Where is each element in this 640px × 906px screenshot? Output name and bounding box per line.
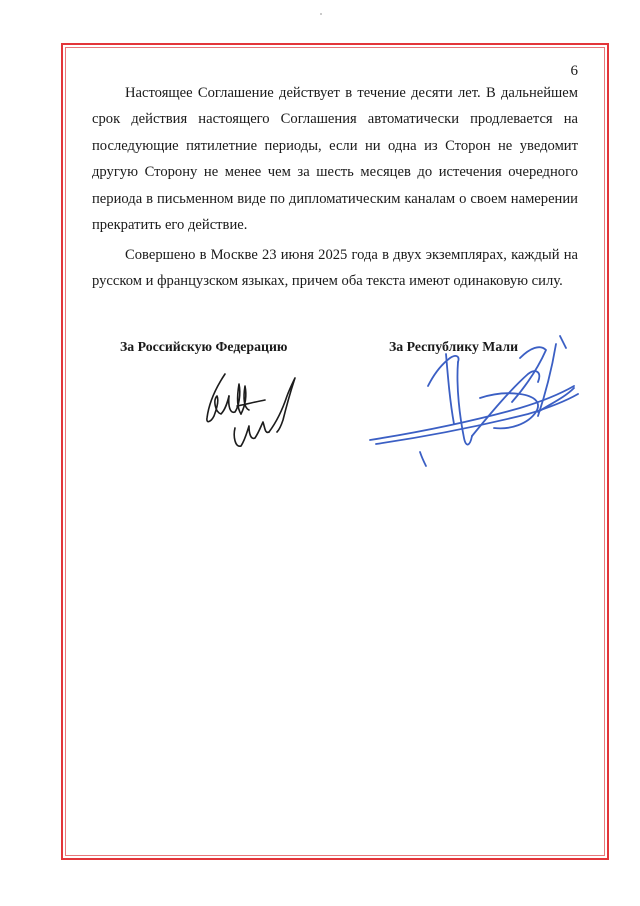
scan-speck — [320, 13, 322, 15]
signature-russia — [195, 366, 305, 466]
signatory-label-russia: За Российскую Федерацию — [120, 339, 288, 354]
signatory-label-mali: За Республику Мали — [389, 339, 519, 354]
paragraph-term: Настоящее Соглашение действует в течение десяти лет. В дальнейшем срок действия настоящего Соглашения автоматически продлевается на последующие пятилетние периоды, если ни одна из Сторон не уведомит другую Сторону не менее чем за шесть месяцев до истечения очередного периода в письменном виде по дипломатическим каналам о своем намерении прекратить его действие. — [92, 85, 578, 234]
paragraph-done-at: Совершено в Москве 23 июня 2025 года в двух экземплярах, каждый на русском и французском языках, причем оба текста имеют одинаковую силу. — [92, 247, 578, 290]
page-number: 6 — [570, 63, 578, 79]
signature-mali — [360, 328, 590, 468]
